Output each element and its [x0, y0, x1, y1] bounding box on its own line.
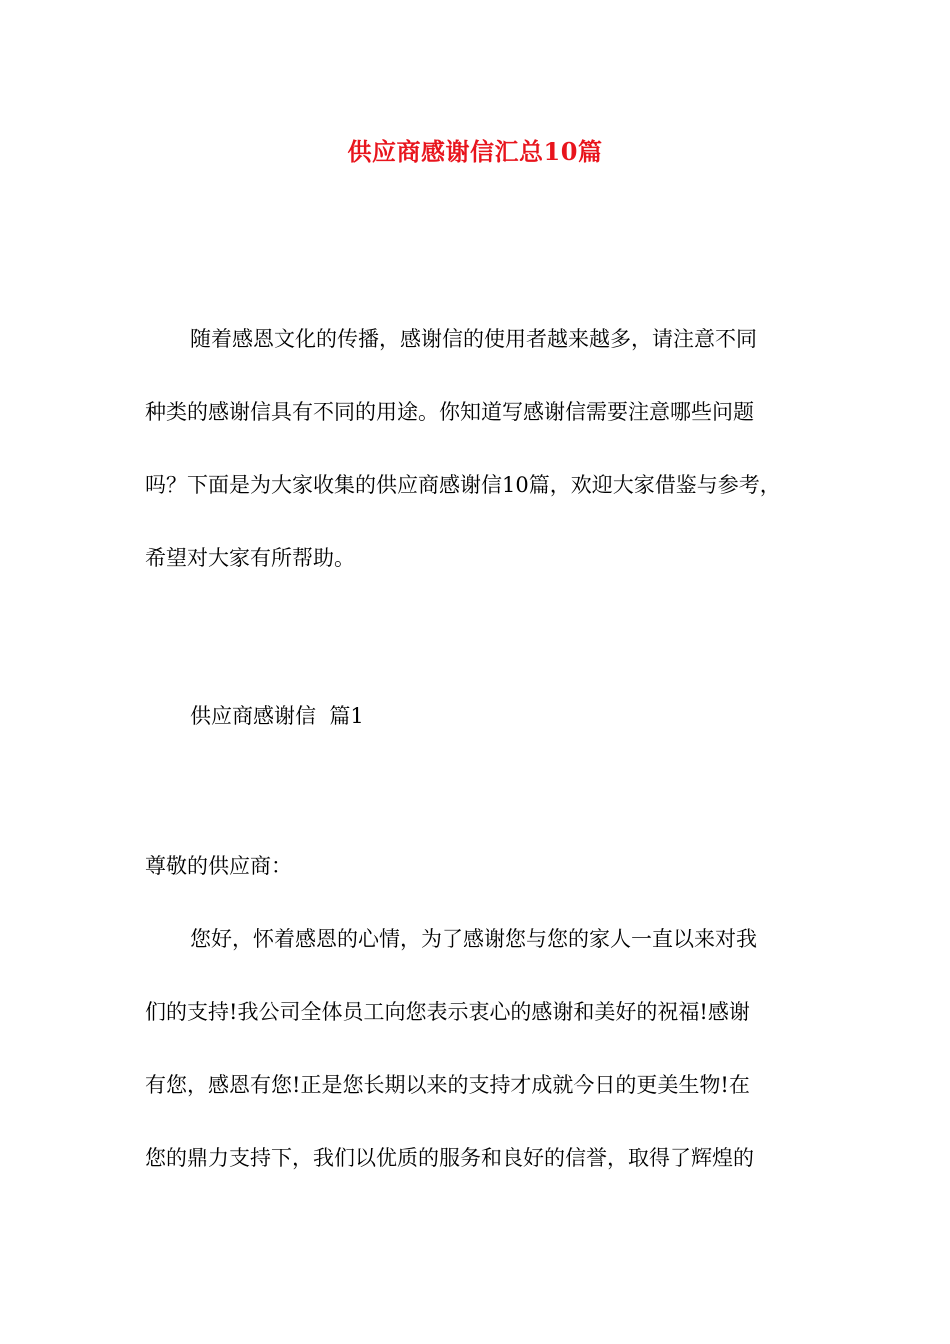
intro-line: 随着感恩文化的传播，感谢信的使用者越来越多，请注意不同 — [190, 327, 757, 351]
intro-line: 希望对大家有所帮助。 — [145, 546, 355, 570]
salutation: 尊敬的供应商： — [145, 854, 292, 878]
body-line: 您好，怀着感恩的心情，为了感谢您与您的家人一直以来对我 — [190, 927, 757, 951]
body-line: 们的支持!我公司全体员工向您表示衷心的感谢和美好的祝福!感谢 — [145, 1000, 750, 1024]
document-title: 供应商感谢信汇总10篇 — [347, 137, 603, 166]
intro-paragraph — [145, 303, 835, 595]
body-paragraph — [145, 903, 835, 1195]
body-line: 有您，感恩有您!正是您长期以来的支持才成就今日的更美生物!在 — [145, 1073, 750, 1097]
intro-line: 吗？下面是为大家收集的供应商感谢信10篇，欢迎大家借鉴与参考， — [145, 473, 781, 497]
intro-line: 种类的感谢信具有不同的用途。你知道写感谢信需要注意哪些问题 — [145, 400, 754, 424]
section-heading: 供应商感谢信 篇1 — [190, 704, 364, 728]
body-line: 您的鼎力支持下，我们以优质的服务和良好的信誉，取得了辉煌的 — [145, 1146, 754, 1170]
